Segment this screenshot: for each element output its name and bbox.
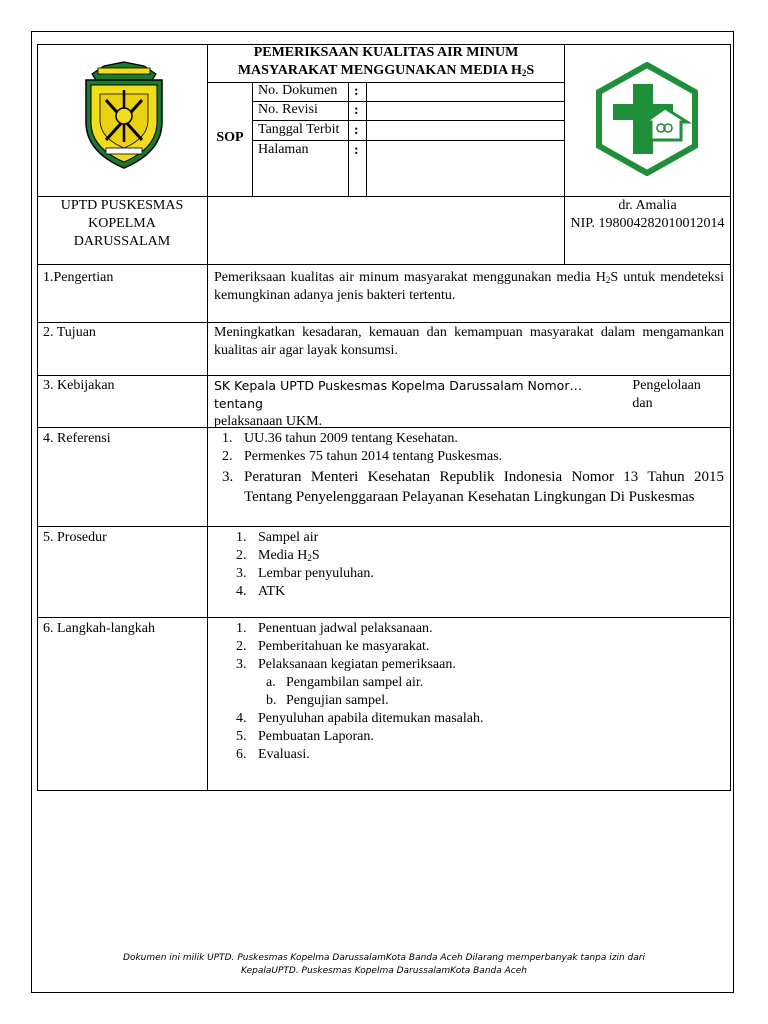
list-item: 5. Pembuatan Laporan. <box>236 729 374 744</box>
section-text-tujuan: Meningkatkan kesadaran, kemauan dan kemampuan masyarakat dalam mengamankan kualitas air agar layak konsumsi. <box>214 325 724 358</box>
section-label-tujuan: 2. Tujuan <box>43 325 96 340</box>
sop-label: SOP <box>216 130 244 145</box>
row-separator <box>37 526 731 527</box>
list-item: 1. Sampel air <box>236 530 319 545</box>
field-no-revisi-label: No. Revisi <box>258 102 318 117</box>
list-item: 4. Penyuluhan apabila ditemukan masalah. <box>236 711 484 726</box>
puskesmas-logo <box>595 62 699 176</box>
list-item: 6. Evaluasi. <box>236 747 310 762</box>
section-label-kebijakan: 3. Kebijakan <box>43 378 115 393</box>
field-tanggal-terbit-label: Tanggal Terbit <box>258 122 340 137</box>
list-item: 2. Pemberitahuan ke masyarakat. <box>236 639 430 654</box>
referensi-list <box>222 430 724 507</box>
footer-line-2: KepalaUPTD. Puskesmas Kopelma DarussalamKota Banda Aceh <box>241 966 527 976</box>
table-bottom-border <box>37 790 731 791</box>
prosedur-list <box>236 529 716 601</box>
table-right-border <box>730 44 731 791</box>
field-sep: : <box>354 123 359 138</box>
table-left-border <box>37 44 38 791</box>
org-row-bottom <box>37 264 731 265</box>
city-emblem-logo <box>78 60 170 172</box>
section-label-referensi: 4. Referensi <box>43 431 111 446</box>
list-item: 3. Pelaksanaan kegiatan pemeriksaan. <box>236 657 456 672</box>
column-divider <box>207 44 208 791</box>
field-sep: : <box>354 143 359 158</box>
document-footer <box>60 952 708 978</box>
signer-block <box>565 197 730 233</box>
list-item: 2. Permenkes 75 tahun 2014 tentang Puskesmas. <box>222 449 503 464</box>
row-separator <box>37 617 731 618</box>
field-sep: : <box>354 84 359 99</box>
footer-line-1: Dokumen ini milik UPTD. Puskesmas Kopelma DarussalamKota Banda Aceh Dilarang memperbanyak tanpa izin dari <box>123 953 645 963</box>
document-title <box>207 44 565 80</box>
list-item: 1. Penentuan jadwal pelaksanaan. <box>236 621 433 636</box>
title-line-2: MASYARAKAT MENGGUNAKAN MEDIA $H_2S$ <box>237 63 535 78</box>
signer-nip: NIP. 198004282010012014 <box>570 216 725 231</box>
section-label-pengertian: 1.Pengertian <box>43 270 114 285</box>
list-item: 1. UU.36 tahun 2009 tentang Kesehatan. <box>222 431 458 446</box>
field-halaman-label: Halaman <box>258 142 309 157</box>
section-text-kebijakan: SK Kepala UPTD Puskesmas Kopelma Darussalam Nomor… tentang Pengelolaan dan pelaksanaan UKM. <box>214 378 701 429</box>
list-item: 3. Peraturan Menteri Kesehatan Republik Indonesia Nomor 13 Tahun 2015 Tentang Penyelenggaraan Pelayanan Kesehatan Lingkungan Di Puskesmas <box>222 469 724 505</box>
organization-name: UPTD PUSKESMAS KOPELMA DARUSSALAM <box>60 198 184 249</box>
list-item: 3. Lembar penyuluhan. <box>236 566 374 581</box>
title-line-1: PEMERIKSAAN KUALITAS AIR MINUM <box>253 45 519 60</box>
list-item: 4. ATK <box>236 584 286 599</box>
field-sep: : <box>354 103 359 118</box>
section-label-prosedur: 5. Prosedur <box>43 530 107 545</box>
list-item: b. Pengujian sampel. <box>266 693 389 708</box>
list-item: a. Pengambilan sampel air. <box>266 675 424 690</box>
langkah-list <box>236 620 716 764</box>
row-separator <box>37 322 731 323</box>
field-no-dokumen-label: No. Dokumen <box>258 83 338 98</box>
row-separator <box>37 375 731 376</box>
signer-name: dr. Amalia <box>618 198 677 213</box>
section-text-pengertian: Pemeriksaan kualitas air minum masyarakat menggunakan media $H_2S$ untuk mendeteksi kemungkinan adanya jenis bakteri tertentu. <box>214 270 725 303</box>
list-item: 2. Media $H_2S$ <box>236 548 320 563</box>
section-label-langkah: 6. Langkah-langkah <box>43 621 155 636</box>
